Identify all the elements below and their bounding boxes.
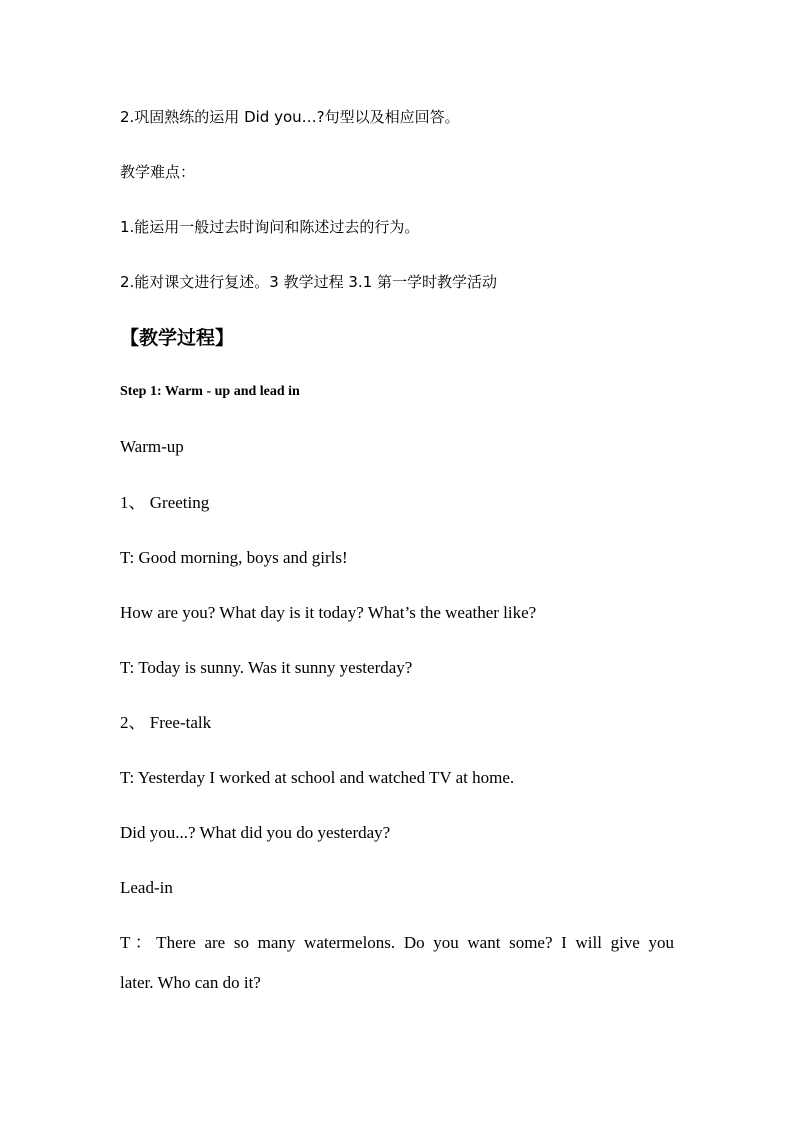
step-heading: Step 1: Warm - up and lead in bbox=[120, 384, 300, 399]
dialogue-line: How are you? What day is it today? What’s the weather like? bbox=[120, 603, 537, 622]
difficulty-line-2: 2.能对课文进行复述。3 教学过程 3.1 第一学时教学活动 bbox=[120, 273, 498, 291]
dialogue-line: T: Yesterday I worked at school and watched TV at home. bbox=[120, 768, 515, 787]
dialogue-line: later. Who can do it? bbox=[120, 973, 261, 992]
difficulty-label: 教学难点： bbox=[120, 163, 196, 181]
difficulty-line-1: 1.能运用一般过去时询问和陈述过去的行为。 bbox=[120, 218, 420, 236]
section-heading: 【教学过程】 bbox=[120, 327, 235, 349]
lead-in-label: Lead-in bbox=[120, 878, 173, 897]
dialogue-line: T: Good morning, boys and girls! bbox=[120, 548, 348, 567]
dialogue-line: T：There are so many watermelons. Do you want some? I will give you bbox=[120, 933, 674, 952]
greeting-item: 1、 Greeting bbox=[120, 493, 210, 512]
objective-line-2: 2.巩固熟练的运用 Did you…?句型以及相应回答。 bbox=[120, 108, 460, 126]
free-talk-item: 2、 Free-talk bbox=[120, 713, 212, 732]
warm-up-label: Warm-up bbox=[120, 437, 184, 456]
dialogue-line: Did you...? What did you do yesterday? bbox=[120, 823, 391, 842]
dialogue-line: T: Today is sunny. Was it sunny yesterday? bbox=[120, 658, 413, 677]
